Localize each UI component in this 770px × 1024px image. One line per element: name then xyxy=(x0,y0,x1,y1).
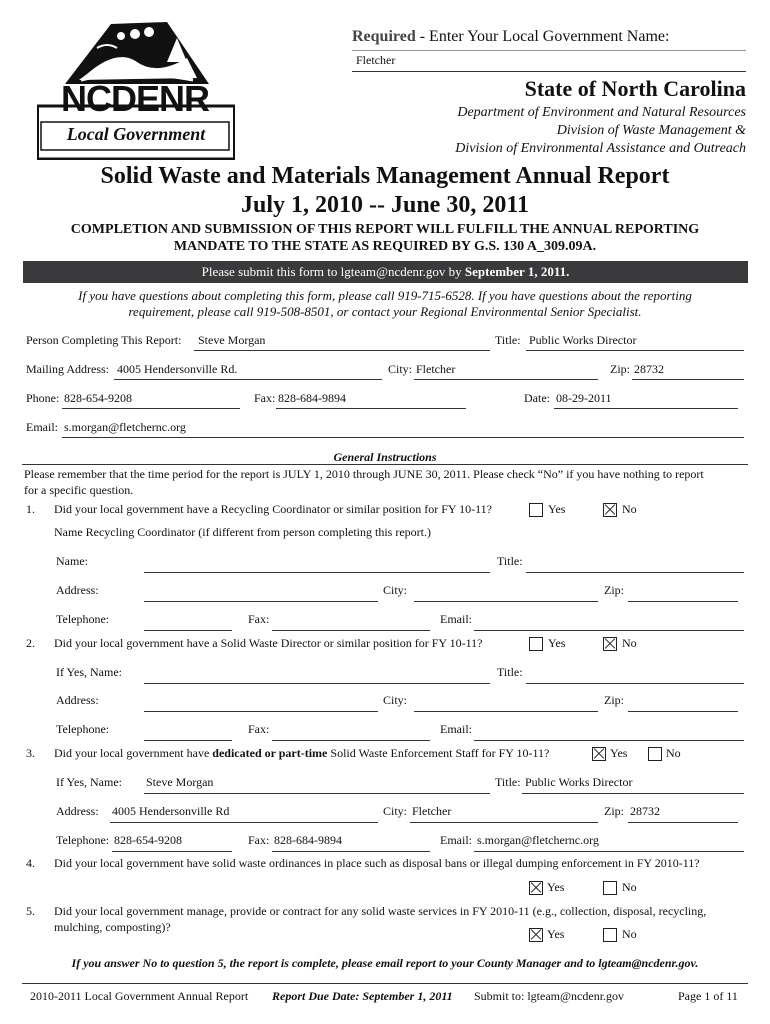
footer-rule xyxy=(22,983,748,984)
q2-title-field[interactable] xyxy=(526,683,744,684)
q1-city-field[interactable] xyxy=(414,601,598,602)
email-field[interactable] xyxy=(62,437,744,438)
q3-fax-field[interactable] xyxy=(272,851,430,852)
q3-title-label: Title: xyxy=(495,775,521,789)
q5-text-line-2: mulching, composting)? xyxy=(54,920,171,934)
q1-email-field[interactable] xyxy=(474,630,744,631)
submission-banner xyxy=(23,261,748,283)
q2-telephone-label: Telephone: xyxy=(56,722,110,736)
fax-value: 828-684-9894 xyxy=(278,391,346,405)
q2-name-label: If Yes, Name: xyxy=(56,665,122,679)
q3-zip-field[interactable] xyxy=(628,822,738,823)
q3-text-bold: dedicated or part-time xyxy=(212,746,328,760)
q2-telephone-field[interactable] xyxy=(144,740,232,741)
q1-number: 1. xyxy=(26,502,35,516)
contact-title-label: Title: xyxy=(495,333,521,347)
q3-fax-value: 828-684-9894 xyxy=(274,833,342,847)
government-name-value: Fletcher xyxy=(356,53,396,67)
department-line-2: Division of Waste Management & xyxy=(556,123,746,138)
date-value: 08-29-2011 xyxy=(556,391,612,405)
q2-email-label: Email: xyxy=(440,722,472,736)
q1-yes-label: Yes xyxy=(548,502,566,516)
q3-address-field[interactable] xyxy=(110,822,378,823)
q2-address-field[interactable] xyxy=(144,711,378,712)
q1-zip-field[interactable] xyxy=(628,601,738,602)
q2-fax-field[interactable] xyxy=(272,740,430,741)
q1-no-checkbox[interactable] xyxy=(603,503,617,517)
zip-field[interactable] xyxy=(632,379,744,380)
mailing-field[interactable] xyxy=(114,379,382,380)
instructions-heading: General Instructions xyxy=(333,450,437,464)
q1-address-field[interactable] xyxy=(144,601,378,602)
ncdenr-logo xyxy=(37,18,235,160)
q2-number: 2. xyxy=(26,636,35,650)
q2-address-label: Address: xyxy=(56,693,99,707)
q2-zip-label: Zip: xyxy=(604,693,624,707)
mailing-value: 4005 Hendersonville Rd. xyxy=(117,362,238,376)
q2-city-field[interactable] xyxy=(414,711,598,712)
q3-address-value: 4005 Hendersonville Rd xyxy=(112,804,230,818)
q3-name-label: If Yes, Name: xyxy=(56,775,122,789)
email-label: Email: xyxy=(26,420,58,434)
phone-label: Phone: xyxy=(26,391,60,405)
q1-title-field[interactable] xyxy=(526,572,744,573)
q1-zip-label: Zip: xyxy=(604,583,624,597)
banner-date: September 1, 2011. xyxy=(464,264,570,279)
q1-fax-label: Fax: xyxy=(248,612,270,626)
q3-city-field[interactable] xyxy=(410,822,598,823)
q3-text-post: Solid Waste Enforcement Staff for FY 10-11? xyxy=(327,746,550,760)
date-label: Date: xyxy=(524,391,550,405)
q1-no-label: No xyxy=(622,502,637,516)
city-label: City: xyxy=(388,362,413,376)
q3-text xyxy=(54,746,549,761)
q5-no-checkbox[interactable] xyxy=(603,928,617,942)
email-value: s.morgan@fletchernc.org xyxy=(64,420,186,434)
city-field[interactable] xyxy=(414,379,598,380)
department-line-1: Department of Environment and Natural Resources xyxy=(457,105,746,120)
instructions-rule xyxy=(22,464,748,465)
q3-title-value: Public Works Director xyxy=(525,775,633,789)
q2-text: Did your local government have a Solid Waste Director or similar position for FY 10-11? xyxy=(54,636,483,650)
footer-page-number: Page 1 of 11 xyxy=(678,989,738,1003)
date-field[interactable] xyxy=(554,408,738,409)
q1-email-label: Email: xyxy=(440,612,472,626)
banner-text: Please submit this form to lgteam@ncdenr.gov by xyxy=(201,264,465,279)
q3-city-value: Fletcher xyxy=(412,804,452,818)
q3-name-field[interactable] xyxy=(144,793,490,794)
q3-title-field[interactable] xyxy=(522,793,744,794)
required-label: Required xyxy=(352,28,416,45)
q3-telephone-field[interactable] xyxy=(112,851,232,852)
q2-zip-field[interactable] xyxy=(628,711,738,712)
q4-no-label: No xyxy=(622,880,637,894)
fax-label: Fax: xyxy=(254,391,276,405)
q3-yes-checkbox[interactable] xyxy=(592,747,606,761)
logo-brand-text: NCDENR xyxy=(61,78,210,119)
city-value: Fletcher xyxy=(416,362,456,376)
q5-number: 5. xyxy=(26,904,35,918)
q1-telephone-field[interactable] xyxy=(144,630,232,631)
q3-text-pre: Did your local government have xyxy=(54,746,213,760)
zip-value: 28732 xyxy=(634,362,664,376)
closing-note: If you answer No to question 5, the report is complete, please email report to your County Manager and to lgteam@ncdenr.gov. xyxy=(71,956,699,970)
q4-no-checkbox[interactable] xyxy=(603,881,617,895)
q1-fax-field[interactable] xyxy=(272,630,430,631)
q4-yes-label: Yes xyxy=(547,880,565,894)
q3-email-field[interactable] xyxy=(474,851,744,852)
q3-telephone-label: Telephone: xyxy=(56,833,110,847)
q3-name-value: Steve Morgan xyxy=(146,775,214,789)
footer-report-name: 2010-2011 Local Government Annual Report xyxy=(30,989,249,1003)
q3-zip-value: 28732 xyxy=(630,804,660,818)
report-period: July 1, 2010 -- June 30, 2011 xyxy=(240,192,530,218)
contact-title-value: Public Works Director xyxy=(529,333,637,347)
q2-yes-checkbox[interactable] xyxy=(529,637,543,651)
report-title: Solid Waste and Materials Management Annual Report xyxy=(100,163,670,189)
q3-city-label: City: xyxy=(383,804,408,818)
mandate-line-2: MANDATE TO THE STATE AS REQUIRED BY G.S. 130 A_309.09A. xyxy=(173,239,597,254)
footer-due-date: Report Due Date: September 1, 2011 xyxy=(272,989,453,1003)
q3-yes-label: Yes xyxy=(610,746,628,760)
footer-submit-to: Submit to: lgteam@ncdenr.gov xyxy=(474,989,625,1003)
government-name-field[interactable] xyxy=(352,50,746,72)
q3-no-checkbox[interactable] xyxy=(648,747,662,761)
q5-yes-label: Yes xyxy=(547,927,565,941)
q3-fax-label: Fax: xyxy=(248,833,270,847)
instructions-line-2: for a specific question. xyxy=(24,483,134,497)
q3-email-value: s.morgan@fletchernc.org xyxy=(477,833,599,847)
required-instruction: - Enter Your Local Government Name: xyxy=(415,28,670,45)
contact-title-field[interactable] xyxy=(526,350,744,351)
q1-city-label: City: xyxy=(383,583,408,597)
q2-yes-label: Yes xyxy=(548,636,566,650)
q1-name-label: Name: xyxy=(56,554,88,568)
department-line-3: Division of Environmental Assistance and Outreach xyxy=(455,141,746,156)
q1-telephone-label: Telephone: xyxy=(56,612,110,626)
q2-no-checkbox[interactable] xyxy=(603,637,617,651)
phone-value: 828-654-9208 xyxy=(64,391,132,405)
q3-zip-label: Zip: xyxy=(604,804,624,818)
state-title: State of North Carolina xyxy=(524,76,746,101)
q3-telephone-value: 828-654-9208 xyxy=(114,833,182,847)
q5-no-label: No xyxy=(622,927,637,941)
q1-yes-checkbox[interactable] xyxy=(529,503,543,517)
q1-name-field[interactable] xyxy=(144,572,490,573)
instructions-line-1: Please remember that the time period for the report is JULY 1, 2010 through JUNE 30, 2011. Please check “No” if you have nothing to report xyxy=(24,467,704,481)
q1-title-label: Title: xyxy=(497,554,523,568)
person-value: Steve Morgan xyxy=(198,333,266,347)
q2-fax-label: Fax: xyxy=(248,722,270,736)
q3-address-label: Address: xyxy=(56,804,99,818)
phone-field[interactable] xyxy=(62,408,240,409)
zip-label: Zip: xyxy=(610,362,630,376)
mandate-line-1: COMPLETION AND SUBMISSION OF THIS REPORT WILL FULFILL THE ANNUAL REPORTING xyxy=(70,222,700,237)
q5-text-line-1: Did your local government manage, provide or contract for any solid waste services in FY 2010-11 (e.g., collection, disposal, recycling, xyxy=(54,904,707,918)
q2-email-field[interactable] xyxy=(474,740,744,741)
person-field[interactable] xyxy=(194,350,490,351)
q3-no-label: No xyxy=(666,746,681,760)
q1-text: Did your local government have a Recycling Coordinator or similar position for FY 10-11? xyxy=(54,502,493,516)
q3-number: 3. xyxy=(26,746,35,760)
q2-no-label: No xyxy=(622,636,637,650)
q1-address-label: Address: xyxy=(56,583,99,597)
logo-subtitle: Local Government xyxy=(66,124,206,144)
questions-note-1: If you have questions about completing this form, please call 919-715-6528. If you have questions about the reporting xyxy=(78,288,692,303)
q4-yes-checkbox[interactable] xyxy=(529,881,543,895)
q2-city-label: City: xyxy=(383,693,408,707)
required-label-row xyxy=(352,28,669,46)
person-label: Person Completing This Report: xyxy=(26,333,182,347)
q3-email-label: Email: xyxy=(440,833,472,847)
mailing-label: Mailing Address: xyxy=(26,362,109,376)
q2-title-label: Title: xyxy=(497,665,523,679)
questions-note-2: requirement, please call 919-508-8501, or contact your Regional Environmental Senior Specialist. xyxy=(128,304,642,319)
fax-field[interactable] xyxy=(276,408,466,409)
q5-yes-checkbox[interactable] xyxy=(529,928,543,942)
q2-name-field[interactable] xyxy=(144,683,490,684)
q4-text: Did your local government have solid waste ordinances in place such as disposal bans or illegal dumping enforcement in FY 2010-11? xyxy=(54,856,700,870)
q4-number: 4. xyxy=(26,856,35,870)
q1-subtext: Name Recycling Coordinator (if different from person completing this report.) xyxy=(54,525,432,539)
